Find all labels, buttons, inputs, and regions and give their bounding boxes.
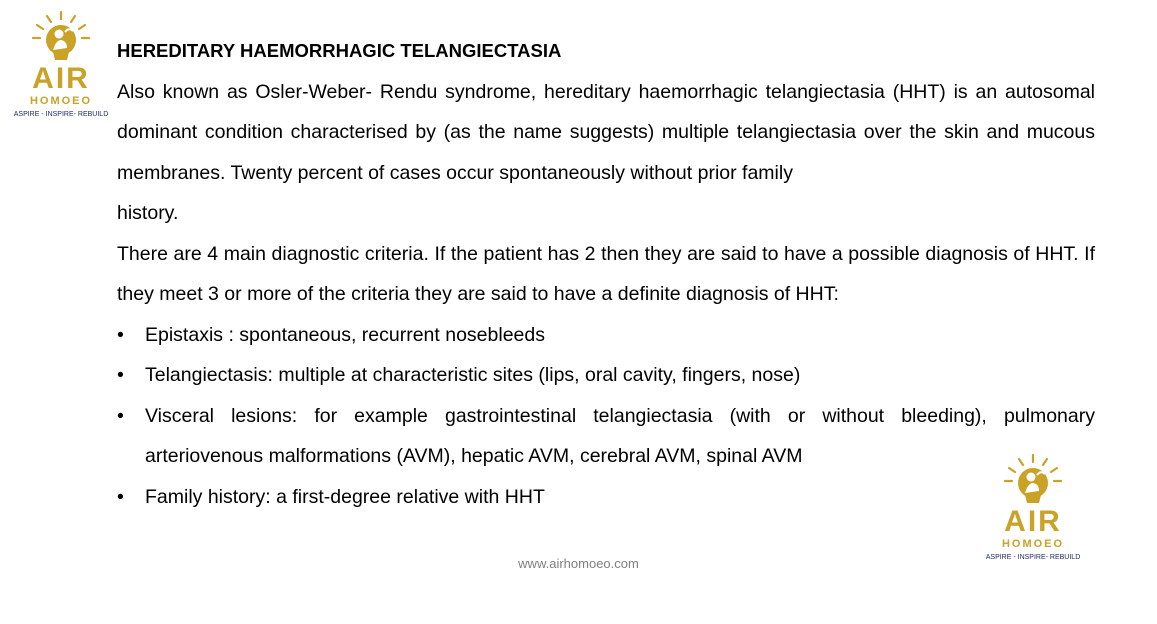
list-item — [117, 396, 1095, 477]
logo-top — [12, 10, 110, 118]
criterion-text: Visceral lesions: for example gastrointestinal telangiectasia (with or without bleeding), pulmonary arteriovenous malformations (AVM), hepatic AVM, cerebral AVM, spinal AVM — [145, 404, 1095, 467]
logo-tagline: ASPIRE - INSPIRE- REBUILD — [985, 554, 1081, 561]
logo-bottom — [984, 453, 1082, 561]
criteria-intro-paragraph: There are 4 main diagnostic criteria. If the patient has 2 then they are said to have a possible diagnosis of HHT. If they meet 3 or more of the criteria they are said to have a definite diagnosis of HHT: — [117, 242, 1095, 305]
lightbulb-icon — [29, 10, 93, 66]
document-body — [117, 31, 1095, 517]
page-title: HEREDITARY HAEMORRHAGIC TELANGIECTASIA — [117, 40, 562, 61]
list-item — [117, 315, 1095, 356]
criterion-text: Telangiectasis: multiple at characteristic sites (lips, oral cavity, fingers, nose) — [145, 364, 801, 386]
intro-paragraph: Also known as Osler-Weber- Rendu syndrome, hereditary haemorrhagic telangiectasia (HHT) is an autosomal dominant condition characterised by (as the name suggests) multiple telangiectasia over the skin and mucous membranes. Twenty percent of cases occur spontaneously without prior family — [117, 80, 1095, 184]
bullet-icon: • — [117, 323, 124, 346]
footer-website: www.airhomoeo.com — [518, 556, 639, 571]
bullet-icon: • — [117, 485, 124, 508]
logo-wordmark: AIR — [1004, 505, 1062, 538]
list-item — [117, 355, 1095, 396]
bullet-icon: • — [117, 364, 124, 386]
lightbulb-icon — [1001, 453, 1065, 509]
logo-subtitle: HOMOEO — [29, 95, 93, 107]
list-item — [117, 477, 1095, 518]
criterion-text: Family history: a first-degree relative with HHT — [145, 485, 545, 508]
criterion-text: Epistaxis : spontaneous, recurrent nosebleeds — [145, 323, 545, 346]
intro-paragraph-end: history. — [117, 202, 179, 224]
logo-tagline: ASPIRE - INSPIRE- REBUILD — [13, 111, 109, 118]
criteria-list — [117, 315, 1095, 518]
bullet-icon: • — [117, 404, 124, 427]
logo-wordmark: AIR — [32, 62, 90, 95]
logo-subtitle: HOMOEO — [1001, 538, 1065, 550]
